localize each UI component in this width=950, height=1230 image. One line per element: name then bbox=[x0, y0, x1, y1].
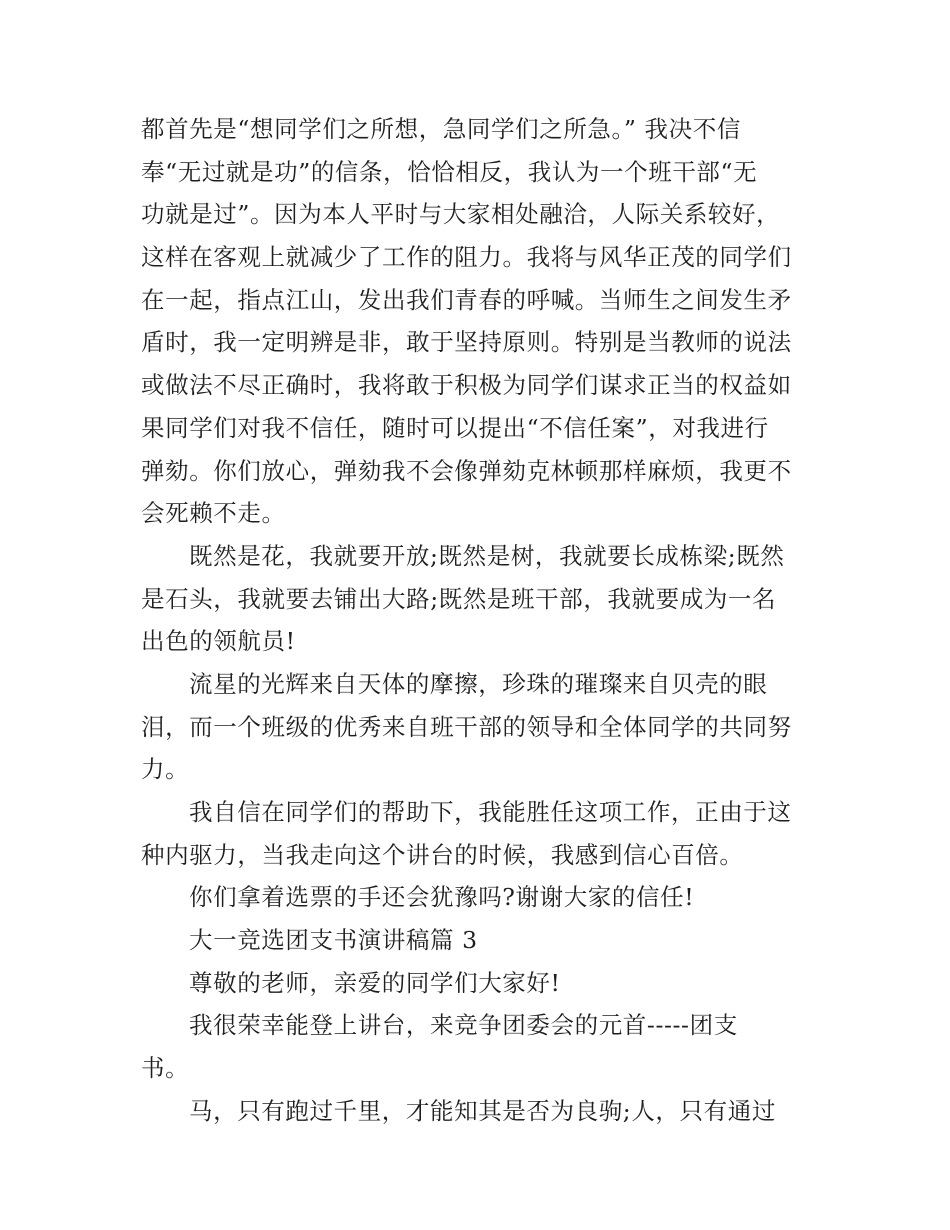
text-line: 尊敬的老师，亲爱的同学们大家好! bbox=[189, 968, 561, 997]
text-line: 弹劾。你们放心，弹劾我不会像弹劾克林顿那样麻烦，我更不 bbox=[141, 456, 792, 485]
text-line: 我自信在同学们的帮助下，我能胜任这项工作，正由于这 bbox=[189, 798, 792, 826]
text-line: 书。 bbox=[141, 1054, 190, 1083]
text-line: 果同学们对我不信任，随时可以提出“不信任案”，对我进行 bbox=[141, 413, 769, 442]
text-line: 功就是过”。因为本人平时与大家相处融洽，人际关系较好， bbox=[141, 200, 781, 229]
text-line: 出色的领航员! bbox=[141, 627, 296, 656]
text-line: 奉“无过就是功”的信条，恰恰相反，我认为一个班干部“无 bbox=[141, 157, 758, 186]
text-line: 或做法不尽正确时，我将敢于积极为同学们谋求正当的权益如 bbox=[141, 371, 792, 400]
text-line: 是石头，我就要去铺出大路;既然是班干部，我就要成为一名 bbox=[141, 584, 777, 613]
text-line: 会死赖不走。 bbox=[141, 499, 286, 528]
text-line: 在一起，指点江山，发出我们青春的呼喊。当师生之间发生矛 bbox=[141, 285, 792, 314]
text-line: 种内驱力，当我走向这个讲台的时候，我感到信心百倍。 bbox=[141, 840, 744, 869]
text-line: 你们拿着选票的手还会犹豫吗?谢谢大家的信任! bbox=[189, 883, 695, 912]
text-line: 这样在客观上就减少了工作的阻力。我将与风华正茂的同学们 bbox=[141, 243, 792, 272]
text-line: 我很荣幸能登上讲台，来竞争团委会的元首-----团支 bbox=[189, 1011, 738, 1040]
document-body bbox=[141, 108, 813, 1133]
text-line: 力。 bbox=[141, 755, 190, 784]
text-line: 都首先是“想同学们之所想，急同学们之所急。” 我决不信 bbox=[141, 115, 741, 143]
text-line: 流星的光辉来自天体的摩擦，珍珠的璀璨来自贝壳的眼 bbox=[189, 669, 768, 698]
text-line: 马，只有跑过千里，才能知其是否为良驹;人，只有通过 bbox=[189, 1096, 776, 1125]
text-line: 既然是花，我就要开放;既然是树，我就要长成栋梁;既然 bbox=[189, 541, 785, 570]
text-line: 大一竞选团支书演讲稿篇 3 bbox=[189, 926, 478, 955]
text-line: 泪，而一个班级的优秀来自班干部的领导和全体同学的共同努 bbox=[141, 712, 792, 741]
text-line: 盾时，我一定明辨是非，敢于坚持原则。特别是当教师的说法 bbox=[141, 328, 792, 357]
